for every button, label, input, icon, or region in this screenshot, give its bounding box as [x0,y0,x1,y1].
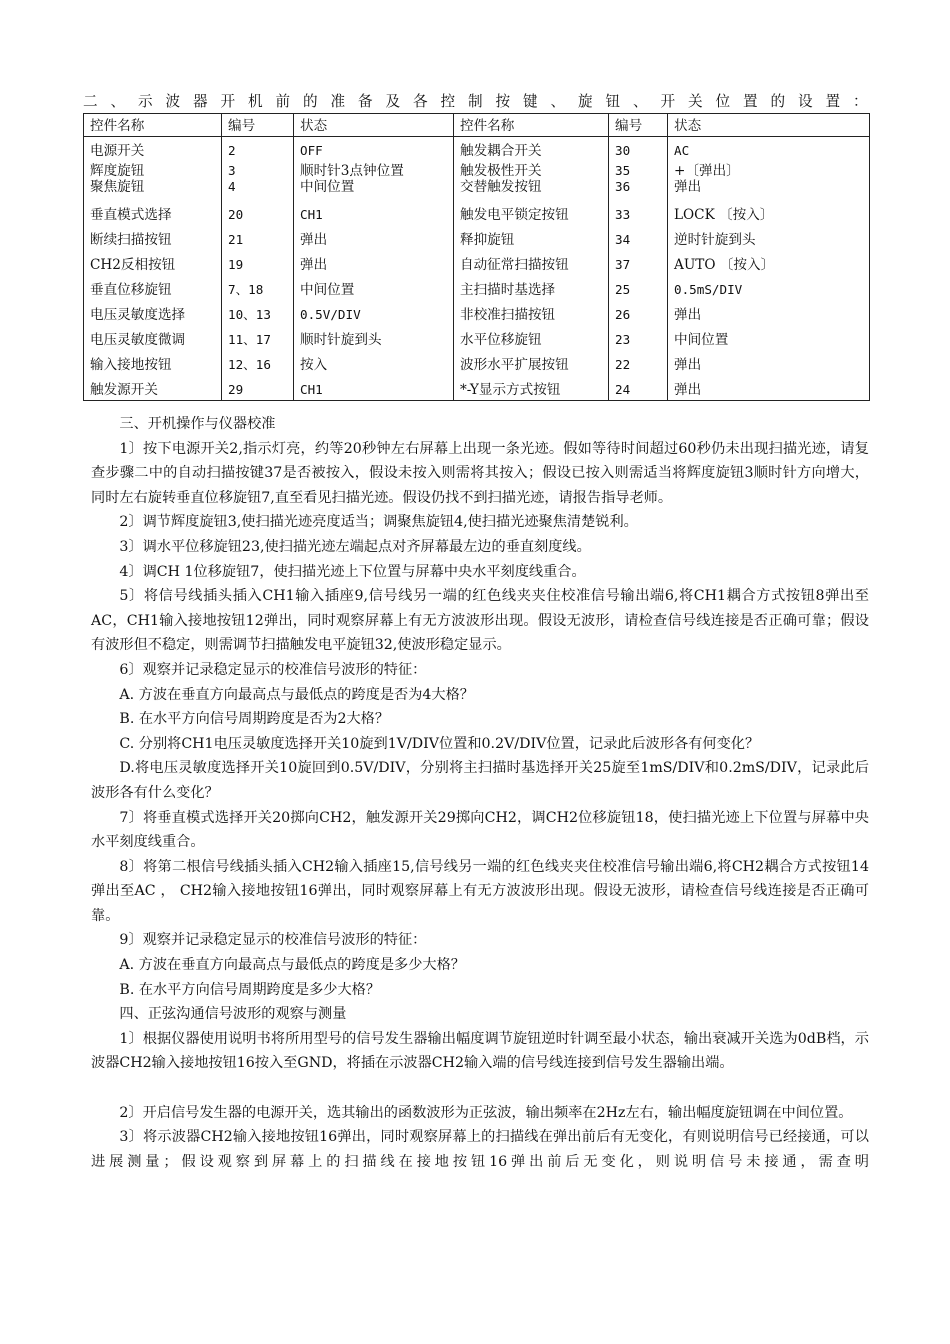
table-cell: 辉度旋钮 [84,161,222,179]
table-cell: 2 [222,137,294,162]
table-cell: 弹出 [294,251,454,276]
table-cell: 垂直模式选择 [84,201,222,226]
table-cell: 26 [609,301,668,326]
table-cell: 34 [609,226,668,251]
table-cell: 电压灵敏度微调 [84,326,222,351]
table-cell: 触发耦合开关 [454,137,609,162]
table-cell: +〔弹出〕 [668,161,870,179]
list-item: B. 在水平方向信号周期跨度是否为2大格？ [119,711,390,728]
table-cell: 触发电平锁定按钮 [454,201,609,226]
blank-gap [91,1076,869,1101]
table-cell: 触发源开关 [84,376,222,401]
header-state: 状态 [668,114,870,137]
table-cell: 波形水平扩展按钮 [454,351,609,376]
table-cell: 自动征常扫描按钮 [454,251,609,276]
table-cell: 37 [609,251,668,276]
table-row [84,276,870,301]
paragraph: 6〕观察并记录稳定显示的校准信号波形的特征： [119,661,427,678]
table-row [84,161,870,179]
document-body [91,412,869,1174]
table-cell: 11、17 [222,326,294,351]
paragraph: 9〕观察并记录稳定显示的校准信号波形的特征： [119,932,427,949]
table-row [84,301,870,326]
section-2-title: 二 、 示 波 器 开 机 前 的 准 备 及 各 控 制 按 键 、 旋 钮 、 开 关 位 置 的 设 置 ： [83,93,868,110]
table-cell: CH1 [294,201,454,226]
table-cell: 25 [609,276,668,301]
paragraph: 3〕将示波器CH2输入接地按钮16弹出，同时观察屏幕上的扫描线在弹出前后有无变化，有则说明信号已经接通，可以进展测量；假设观察到屏幕上的扫描线在接地按钮16弹出前后无变化，则说明信号未接通，需查明 [91,1129,869,1170]
paragraph: 1〕根据仪器使用说明书将所用型号的信号发生器输出幅度调节旋钮逆时针调至最小状态，输出衰减开关选为0dB档，示波器CH2输入接地按钮16按入至GND，将插在示波器CH2输入端的信号线连接到信号发生器输出端。 [91,1030,869,1072]
table-cell: 弹出 [668,376,870,401]
paragraph: 1〕按下电源开关2,指示灯亮，约等20秒钟左右屏幕上出现一条光迹。假如等待时间超过60秒仍未出现扫描光迹，请复查步骤二中的自动扫描按键37是否被按入，假设未按入则需将其按入；假设已按入则需适当将辉度旋钮3顺时针方向增大，同时左右旋转垂直位移旋钮7,直至看见扫描光迹。假设仍找不到扫描光迹，请报告指导老师。 [91,440,869,506]
paragraph: 7〕将垂直模式选择开关20掷向CH2，触发源开关29掷向CH2，调CH2位移旋钮18，使扫描光迹上下位置与屏幕中央水平刻度线重合。 [91,809,869,851]
table-row [84,137,870,162]
table-cell: AC [668,137,870,162]
table-cell: 20 [222,201,294,226]
table-cell: CH2反相按钮 [84,251,222,276]
header-control-name: 控件名称 [84,114,222,137]
table-cell: 22 [609,351,668,376]
table-cell: 21 [222,226,294,251]
table-cell: 非校准扫描按钮 [454,301,609,326]
table-cell: AUTO 〔按入〕 [668,251,870,276]
table-cell: 弹出 [668,351,870,376]
table-row [84,376,870,401]
table-cell: 逆时针旋到头 [668,226,870,251]
table-cell: 按入 [294,351,454,376]
paragraph: 2〕开启信号发生器的电源开关，选其输出的函数波形为正弦波，输出频率在2Hz左右，输出幅度旋钮调在中间位置。 [119,1104,853,1121]
table-row [84,351,870,376]
table-cell: 交替触发按钮 [454,179,609,201]
table-cell: 12、16 [222,351,294,376]
table-cell: 垂直位移旋钮 [84,276,222,301]
section-4-title: 四、正弦沟通信号波形的观察与测量 [119,1006,347,1023]
paragraph: 2〕调节辉度旋钮3,使扫描光迹亮度适当；调聚焦旋钮4,使扫描光迹聚焦清楚锐利。 [119,514,638,531]
controls-settings-table [83,113,870,401]
table-cell: 电源开关 [84,137,222,162]
table-cell: 30 [609,137,668,162]
table-cell: 33 [609,201,668,226]
list-item: D.将电压灵敏度选择开关10旋回到0.5V/DIV，分别将主扫描时基选择开关25旋至1mS/DIV和0.2mS/DIV，记录此后波形各有什么变化？ [91,760,869,801]
list-item: A. 方波在垂直方向最高点与最低点的跨度是否为4大格？ [119,686,474,703]
table-cell: 中间位置 [294,179,454,201]
list-item: A. 方波在垂直方向最高点与最低点的跨度是多少大格？ [119,957,465,974]
paragraph: 5〕将信号线插头插入CH1输入插座9,信号线另一端的红色线夹夹住校准信号输出端6,将CH1耦合方式按钮8弹出至AC，CH1输入接地按钮12弹出，同时观察屏幕上有无方波波形出现。假设无波形，请检查信号线连接是否正确可靠；假设有波形但不稳定，则需调节扫描触发电平旋钮32,使波形稳定显示。 [91,588,869,654]
list-item: B. 在水平方向信号周期跨度是多少大格？ [119,981,381,998]
table-cell: 29 [222,376,294,401]
paragraph: 8〕将第二根信号线插头插入CH2输入插座15,信号线另一端的红色线夹夹住校准信号输出端6,将CH2耦合方式按钮14弹出至AC ， CH2输入接地按钮16弹出，同时观察屏幕上有无方波波形出现。假设无波形，请检查信号线连接是否正确可靠。 [91,858,869,924]
table-cell: 顺时针旋到头 [294,326,454,351]
table-row [84,201,870,226]
table-cell: *-Y显示方式按钮 [454,376,609,401]
table-row [84,226,870,251]
list-item: C. 分别将CH1电压灵敏度选择开关10旋到1V/DIV位置和0.2V/DIV位置，记录此后波形各有何变化？ [119,735,760,752]
table-cell: 释抑旋钮 [454,226,609,251]
table-cell: 水平位移旋钮 [454,326,609,351]
header-number: 编号 [609,114,668,137]
table-cell: 0.5mS/DIV [668,276,870,301]
paragraph: 4〕调CH 1位移旋钮7，使扫描光迹上下位置与屏幕中央水平刻度线重合。 [119,563,586,580]
table-cell: 输入接地按钮 [84,351,222,376]
table-cell: 弹出 [668,301,870,326]
header-state: 状态 [294,114,454,137]
table-cell: 断续扫描按钮 [84,226,222,251]
table-cell: 主扫描时基选择 [454,276,609,301]
table-cell: CH1 [294,376,454,401]
table-cell: 36 [609,179,668,201]
table-cell: 触发极性开关 [454,161,609,179]
table-cell: OFF [294,137,454,162]
table-cell: 顺时针3点钟位置 [294,161,454,179]
table-cell: 0.5V/DIV [294,301,454,326]
table-cell: 19 [222,251,294,276]
table-cell: 中间位置 [668,326,870,351]
table-row [84,326,870,351]
table-cell: 4 [222,179,294,201]
table-cell: 弹出 [668,179,870,201]
header-number: 编号 [222,114,294,137]
table-cell: 24 [609,376,668,401]
table-cell: 35 [609,161,668,179]
table-cell: 聚焦旋钮 [84,179,222,201]
table-cell: 3 [222,161,294,179]
table-cell: 23 [609,326,668,351]
table-cell: 弹出 [294,226,454,251]
table-row [84,179,870,201]
table-header-row [84,114,870,137]
section-3-title: 三、开机操作与仪器校准 [119,416,276,432]
table-row [84,251,870,276]
table-cell: 10、13 [222,301,294,326]
header-control-name: 控件名称 [454,114,609,137]
table-cell: 中间位置 [294,276,454,301]
table-cell: LOCK 〔按入〕 [668,201,870,226]
paragraph: 3〕调水平位移旋钮23,使扫描光迹左端起点对齐屏幕最左边的垂直刻度线。 [119,538,591,555]
table-cell: 7、18 [222,276,294,301]
table-cell: 电压灵敏度选择 [84,301,222,326]
